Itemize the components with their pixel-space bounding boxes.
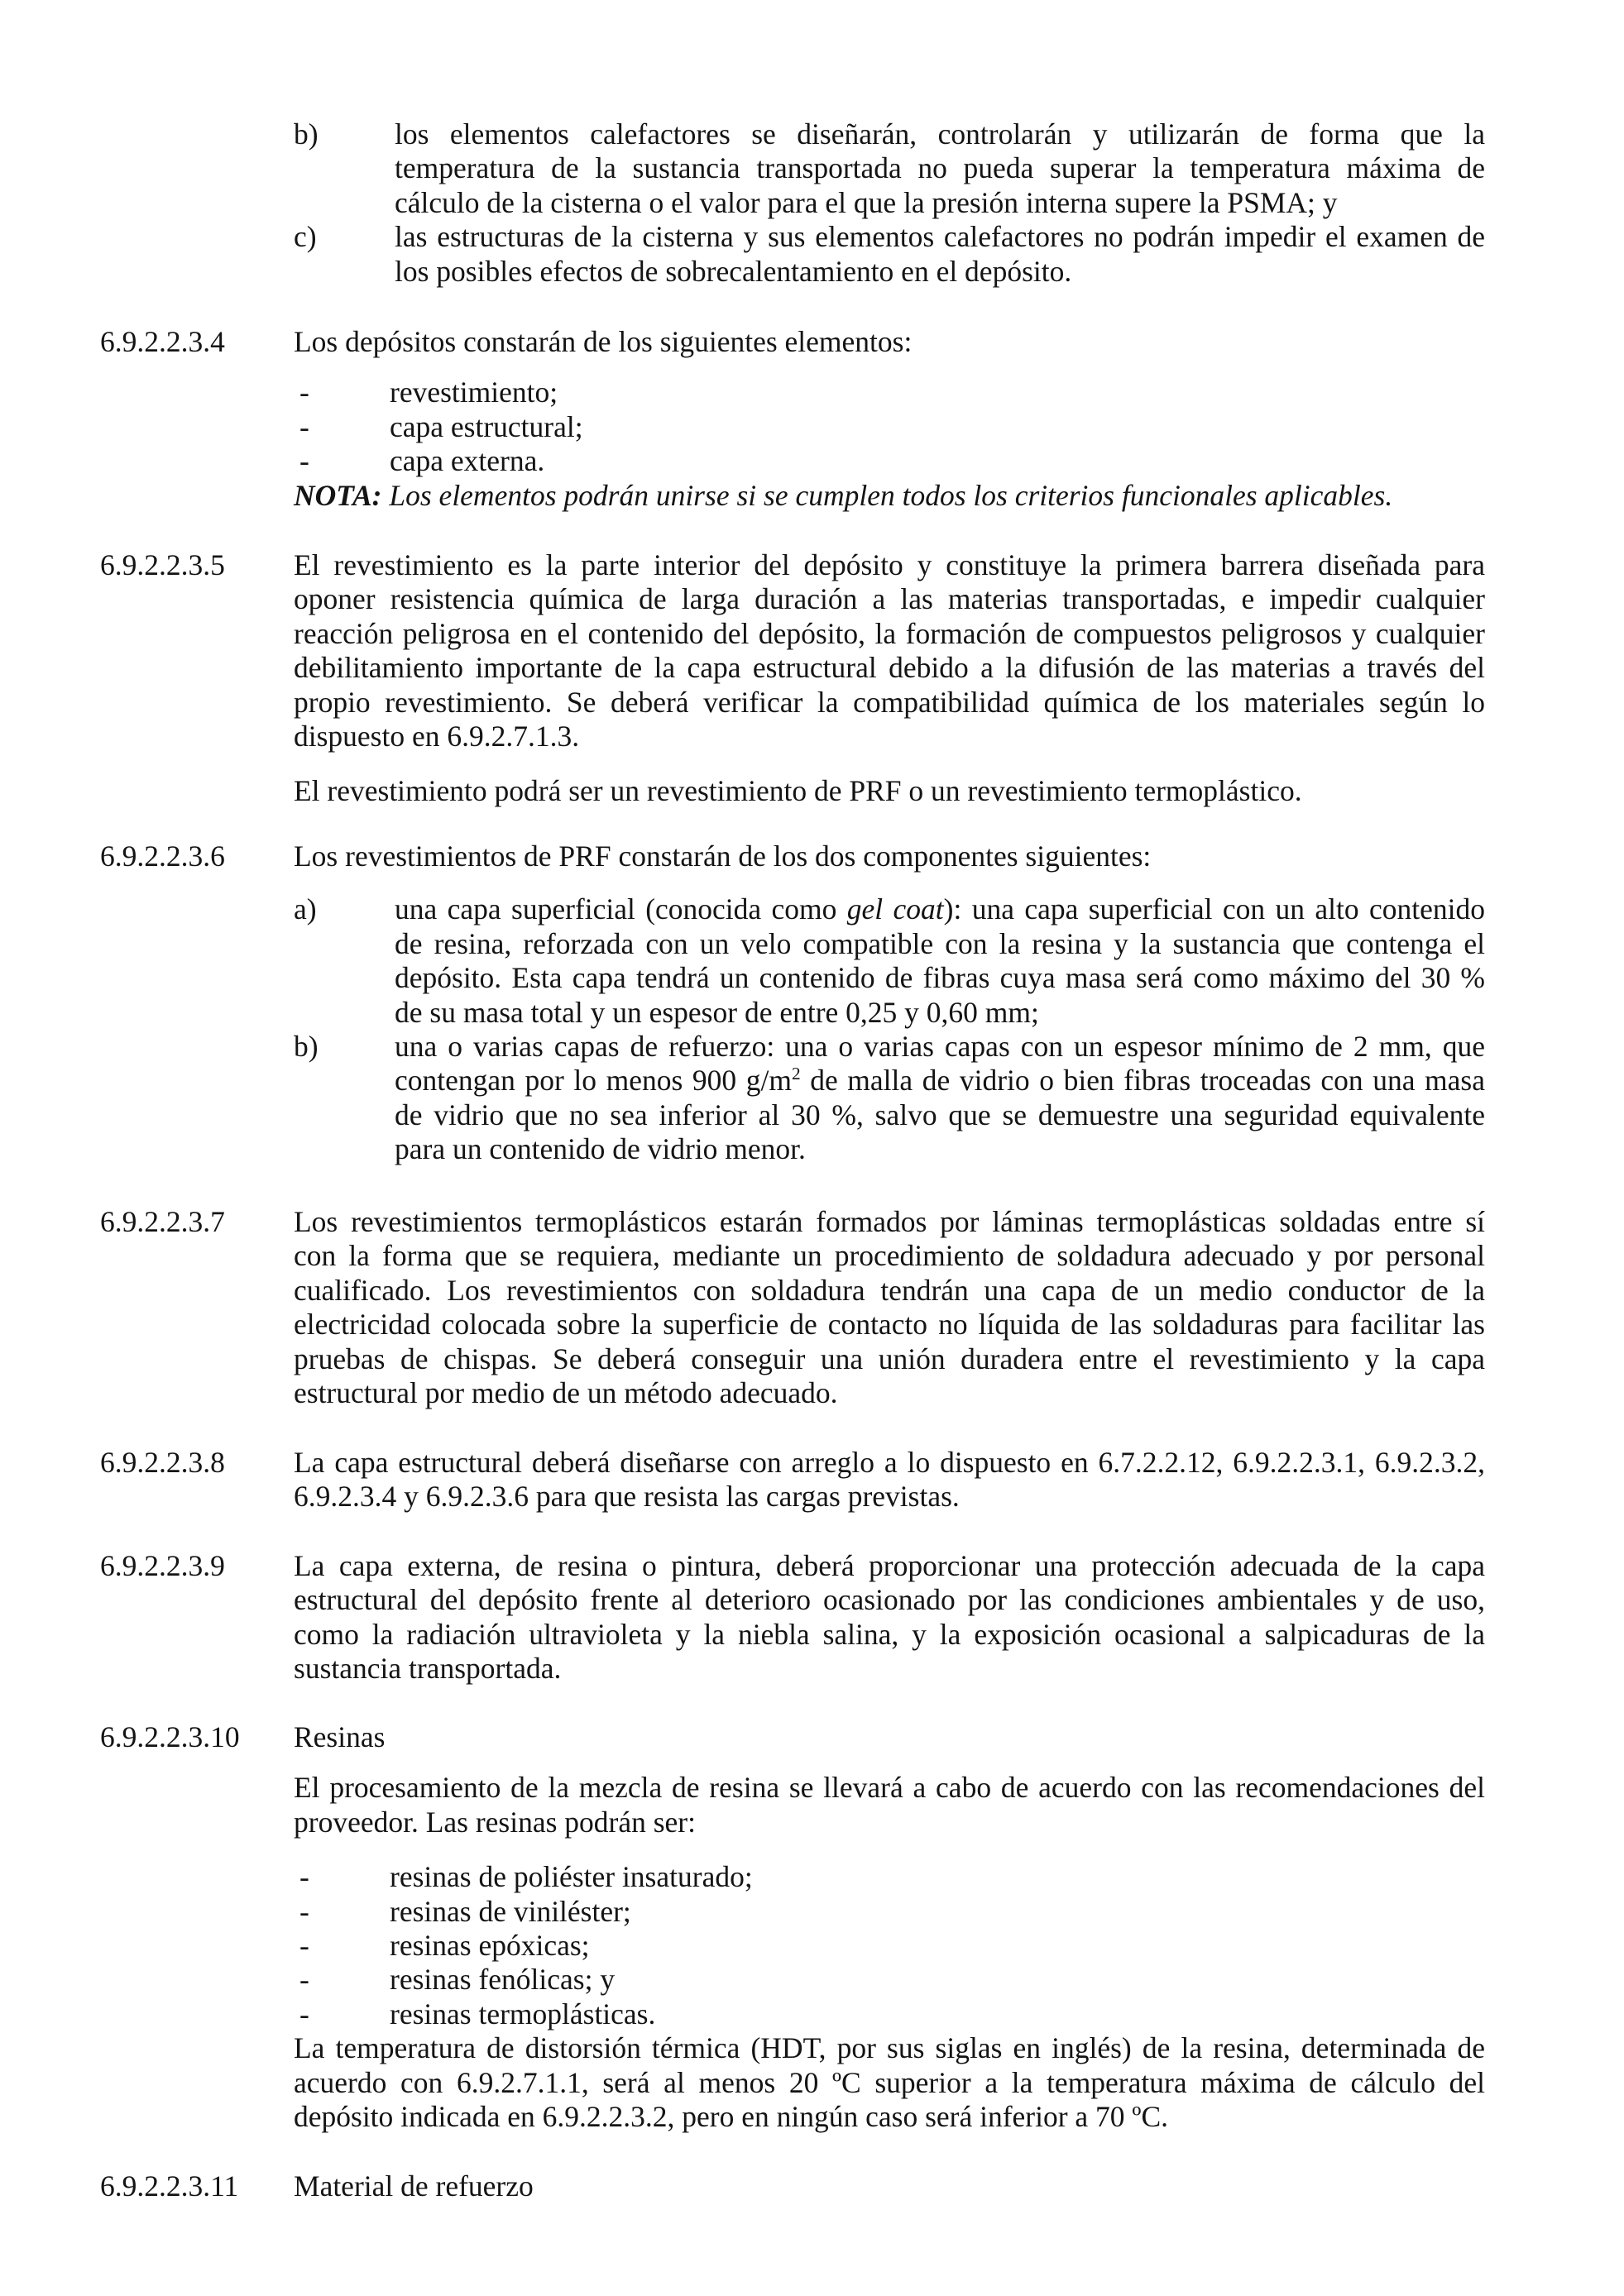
paragraph-line: La capa estructural deberá diseñarse con arreglo a lo dispuesto en 6.7.2.2.12, 6.9.2.2.3.1, 6.9.2.3.2, — [294, 1446, 1485, 1479]
note-text: Los elementos podrán unirse si se cumplen todos los criterios funcionales aplicables. — [389, 478, 1393, 512]
paragraph-line: pruebas de chispas. Se deberá conseguir una unión duradera entre el revestimiento y la capa — [294, 1342, 1485, 1375]
note-label: NOTA: — [294, 478, 382, 512]
dash-marker: - — [299, 444, 309, 478]
paragraph-line: sustancia transportada. — [294, 1652, 562, 1686]
text-segment: contengan por lo menos 900 g/m — [395, 1064, 792, 1098]
dash-list-item — [294, 375, 1485, 409]
paragraph-line: estructural del depósito frente al deterioro ocasionado por las condiciones ambientales y de uso, — [294, 1583, 1485, 1617]
paragraph-line: acuerdo con 6.9.2.7.1.1, será al menos 20 ºC superior a la temperatura máxima de cálculo del — [294, 2065, 1485, 2099]
list-item-line: los posibles efectos de sobrecalentamiento en el depósito. — [395, 254, 1072, 288]
dash-item-text: capa estructural; — [390, 409, 583, 443]
section-number: 6.9.2.2.3.6 — [100, 839, 225, 873]
superscript: 2 — [791, 1064, 801, 1084]
list-item-line: depósito. Esta capa tendrá un contenido de fibras cuya masa será como máximo del 30 % — [395, 961, 1485, 995]
paragraph-line: electricidad colocada sobre la superficie de contacto no líquida de las soldaduras para facilitar las — [294, 1308, 1485, 1342]
section-heading: Resinas — [294, 1720, 386, 1753]
list-item-c — [294, 220, 1485, 289]
dash-marker: - — [299, 375, 309, 409]
paragraph-line: dispuesto en 6.9.2.7.1.3. — [294, 720, 580, 753]
paragraph-line: oponer resistencia química de larga duración a las materias transportadas, e impedir cualquier — [294, 582, 1485, 616]
section-6-9-2-2-3-7 — [0, 1205, 1624, 1410]
dash-marker: - — [299, 1997, 309, 2031]
list-item-b — [294, 1030, 1485, 1167]
section-heading: Los revestimientos de PRF constarán de los dos componentes siguientes: — [294, 839, 1152, 873]
dash-list-item — [294, 1860, 1485, 1894]
paragraph-line: con la forma que se requiera, mediante un procedimiento de soldadura adecuado y por personal — [294, 1239, 1485, 1273]
list-item-line: temperatura de la sustancia transportada no pueda superar la temperatura máxima de — [395, 151, 1485, 185]
list-marker: c) — [294, 220, 317, 254]
dash-item-text: revestimiento; — [390, 375, 558, 409]
section-6-9-2-2-3-4 — [0, 325, 1624, 513]
section-number: 6.9.2.2.3.4 — [100, 325, 225, 358]
section-number: 6.9.2.2.3.9 — [100, 1549, 225, 1582]
dash-list-item — [294, 1929, 1485, 1963]
paragraph-line: La capa externa, de resina o pintura, deberá proporcionar una protección adecuada de la capa — [294, 1549, 1485, 1582]
paragraph-line: cualificado. Los revestimientos con soldadura tendrán una capa de un medio conductor de la — [294, 1273, 1485, 1307]
section-number: 6.9.2.2.3.7 — [100, 1205, 225, 1238]
paragraph-line: reacción peligrosa en el contenido del depósito, la formación de compuestos peligrosos y cualquier — [294, 616, 1485, 650]
dash-item-text: resinas epóxicas; — [390, 1929, 590, 1963]
paragraph-line: 6.9.2.3.4 y 6.9.2.3.6 para que resista las cargas previstas. — [294, 1480, 960, 1514]
dash-item-text: resinas fenólicas; y — [390, 1963, 616, 1997]
section-6-9-2-2-3-11 — [0, 2169, 1624, 2203]
text-segment: una capa superficial (conocida como — [395, 892, 847, 926]
dash-list-item — [294, 410, 1485, 444]
section-heading: Material de refuerzo — [294, 2169, 534, 2203]
paragraph-line: Los revestimientos termoplásticos estarán formados por láminas termoplásticas soldadas entre sí — [294, 1205, 1485, 1238]
list-item-line: una o varias capas de refuerzo: una o varias capas con un espesor mínimo de 2 mm, que — [395, 1030, 1485, 1064]
dash-list-item — [294, 1963, 1485, 1997]
paragraph-line: debilitamiento importante de la capa estructural debido a la difusión de las materias a través del — [294, 651, 1485, 685]
section-6-9-2-2-3-10 — [0, 1720, 1624, 2134]
list-item-line: para un contenido de vidrio menor. — [395, 1132, 806, 1166]
paragraph-line: proveedor. Las resinas podrán ser: — [294, 1805, 696, 1839]
section-number: 6.9.2.2.3.10 — [100, 1720, 240, 1753]
paragraph-line: depósito indicada en 6.9.2.2.3.2, pero en ningún caso será inferior a 70 ºC. — [294, 2100, 1168, 2134]
list-item-line: de resina, reforzada con un velo compatible con la resina y la sustancia que contenga el — [395, 926, 1485, 960]
paragraph-line: El procesamiento de la mezcla de resina se llevará a cabo de acuerdo con las recomendaciones del — [294, 1771, 1485, 1805]
list-item-b — [294, 117, 1485, 220]
dash-marker: - — [299, 1929, 309, 1963]
section-6-9-2-2-3-8 — [0, 1446, 1624, 1514]
dash-item-text: resinas de poliéster insaturado; — [390, 1860, 753, 1894]
list-item-line: de vidrio que no sea inferior al 30 %, salvo que se demuestre una seguridad equivalente — [395, 1098, 1485, 1131]
dash-list-item — [294, 1997, 1485, 2031]
section-6-9-2-2-3-5 — [0, 548, 1624, 809]
note — [294, 479, 1485, 513]
dash-marker: - — [299, 1894, 309, 1928]
list-item-a — [294, 892, 1485, 1030]
list-item-line: cálculo de la cisterna o el valor para el que la presión interna supere la PSMA; y — [395, 185, 1338, 219]
list-item-line: las estructuras de la cisterna y sus elementos calefactores no podrán impedir el examen de — [395, 220, 1485, 254]
section-heading: Los depósitos constarán de los siguientes elementos: — [294, 325, 913, 358]
list-item-line — [395, 892, 1485, 926]
section-number: 6.9.2.2.3.5 — [100, 548, 225, 581]
section-6-9-2-2-3-9 — [0, 1549, 1624, 1686]
paragraph-line: El revestimiento es la parte interior del depósito y constituye la primera barrera diseñada para — [294, 548, 1485, 581]
list-marker: b) — [294, 117, 319, 151]
text-segment: de malla de vidrio o bien fibras troceadas con una masa — [800, 1064, 1485, 1098]
section-6-9-2-2-3-6 — [0, 839, 1624, 1167]
list-marker: a) — [294, 892, 317, 926]
italic-term: gel coat — [846, 892, 944, 926]
dash-marker: - — [299, 1860, 309, 1894]
dash-marker: - — [299, 409, 309, 443]
dash-list-item — [294, 1895, 1485, 1929]
list-marker: b) — [294, 1030, 319, 1064]
continuation-list — [0, 117, 1624, 289]
dash-item-text: resinas de viniléster; — [390, 1894, 631, 1928]
text-segment: ): una capa superficial con un alto contenido — [943, 892, 1486, 926]
dash-list-item — [294, 444, 1485, 478]
list-item-line: de su masa total y un espesor de entre 0,25 y 0,60 mm; — [395, 995, 1039, 1029]
list-item-line — [395, 1064, 1485, 1098]
paragraph-line: estructural por medio de un método adecuado. — [294, 1376, 838, 1410]
paragraph-line: propio revestimiento. Se deberá verificar la compatibilidad química de los materiales según lo — [294, 685, 1485, 719]
dash-item-text: capa externa. — [390, 444, 545, 478]
list-item-line: los elementos calefactores se diseñarán, controlarán y utilizarán de forma que la — [395, 117, 1485, 151]
section-number: 6.9.2.2.3.8 — [100, 1446, 225, 1479]
paragraph-line: El revestimiento podrá ser un revestimiento de PRF o un revestimiento termoplástico. — [294, 774, 1302, 808]
section-number: 6.9.2.2.3.11 — [100, 2169, 239, 2203]
dash-marker: - — [299, 1963, 309, 1997]
dash-item-text: resinas termoplásticas. — [390, 1997, 656, 2031]
paragraph-line: La temperatura de distorsión térmica (HDT, por sus siglas en inglés) de la resina, determinada de — [294, 2031, 1485, 2065]
paragraph-line: como la radiación ultravioleta y la niebla salina, y la exposición ocasional a salpicaduras de la — [294, 1617, 1485, 1651]
